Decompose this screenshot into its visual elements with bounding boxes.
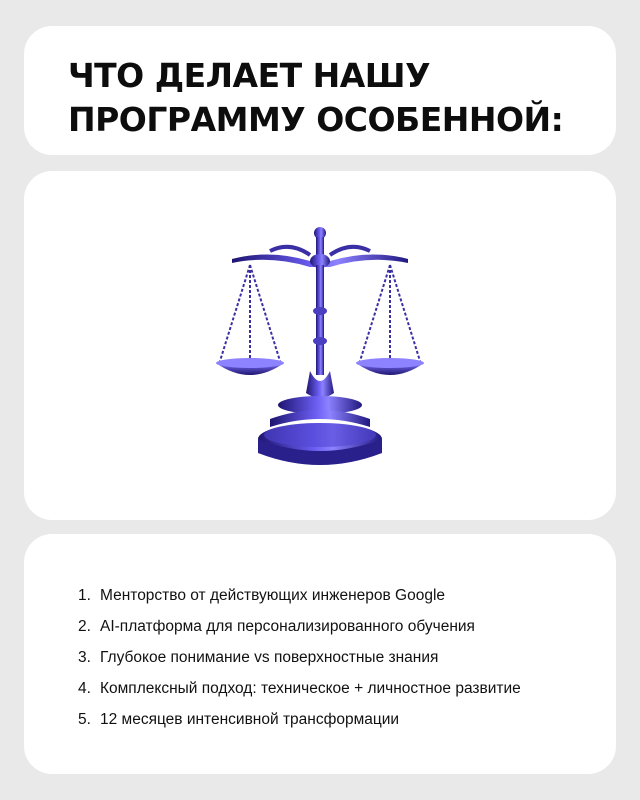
- item-number: 3.: [78, 648, 91, 666]
- list-item: [78, 611, 521, 642]
- item-text: 12 месяцев интенсивной трансформации: [100, 710, 400, 728]
- list-item: [78, 673, 521, 704]
- title-line-1: ЧТО ДЕЛАЕТ НАШУ: [68, 56, 431, 95]
- item-text: Комплексный подход: техническое + личностное развитие: [100, 679, 521, 697]
- list-item: [78, 580, 521, 611]
- item-text: AI-платформа для персонализированного обучения: [100, 617, 475, 635]
- item-number: 1.: [78, 586, 91, 604]
- item-number: 4.: [78, 679, 91, 697]
- page-title: [68, 54, 563, 142]
- item-number: 2.: [78, 617, 91, 635]
- list-item: [78, 704, 521, 735]
- list-item: [78, 642, 521, 673]
- title-card: [24, 26, 616, 155]
- item-text: Менторство от действующих инженеров Google: [100, 586, 446, 604]
- features-list: [78, 580, 521, 735]
- scales-of-justice-icon: [210, 221, 430, 471]
- image-card: [24, 171, 616, 520]
- features-card: [24, 534, 616, 774]
- item-text: Глубокое понимание vs поверхностные знания: [100, 648, 439, 666]
- item-number: 5.: [78, 710, 91, 728]
- title-line-2: ПРОГРАММУ ОСОБЕННОЙ:: [68, 100, 564, 139]
